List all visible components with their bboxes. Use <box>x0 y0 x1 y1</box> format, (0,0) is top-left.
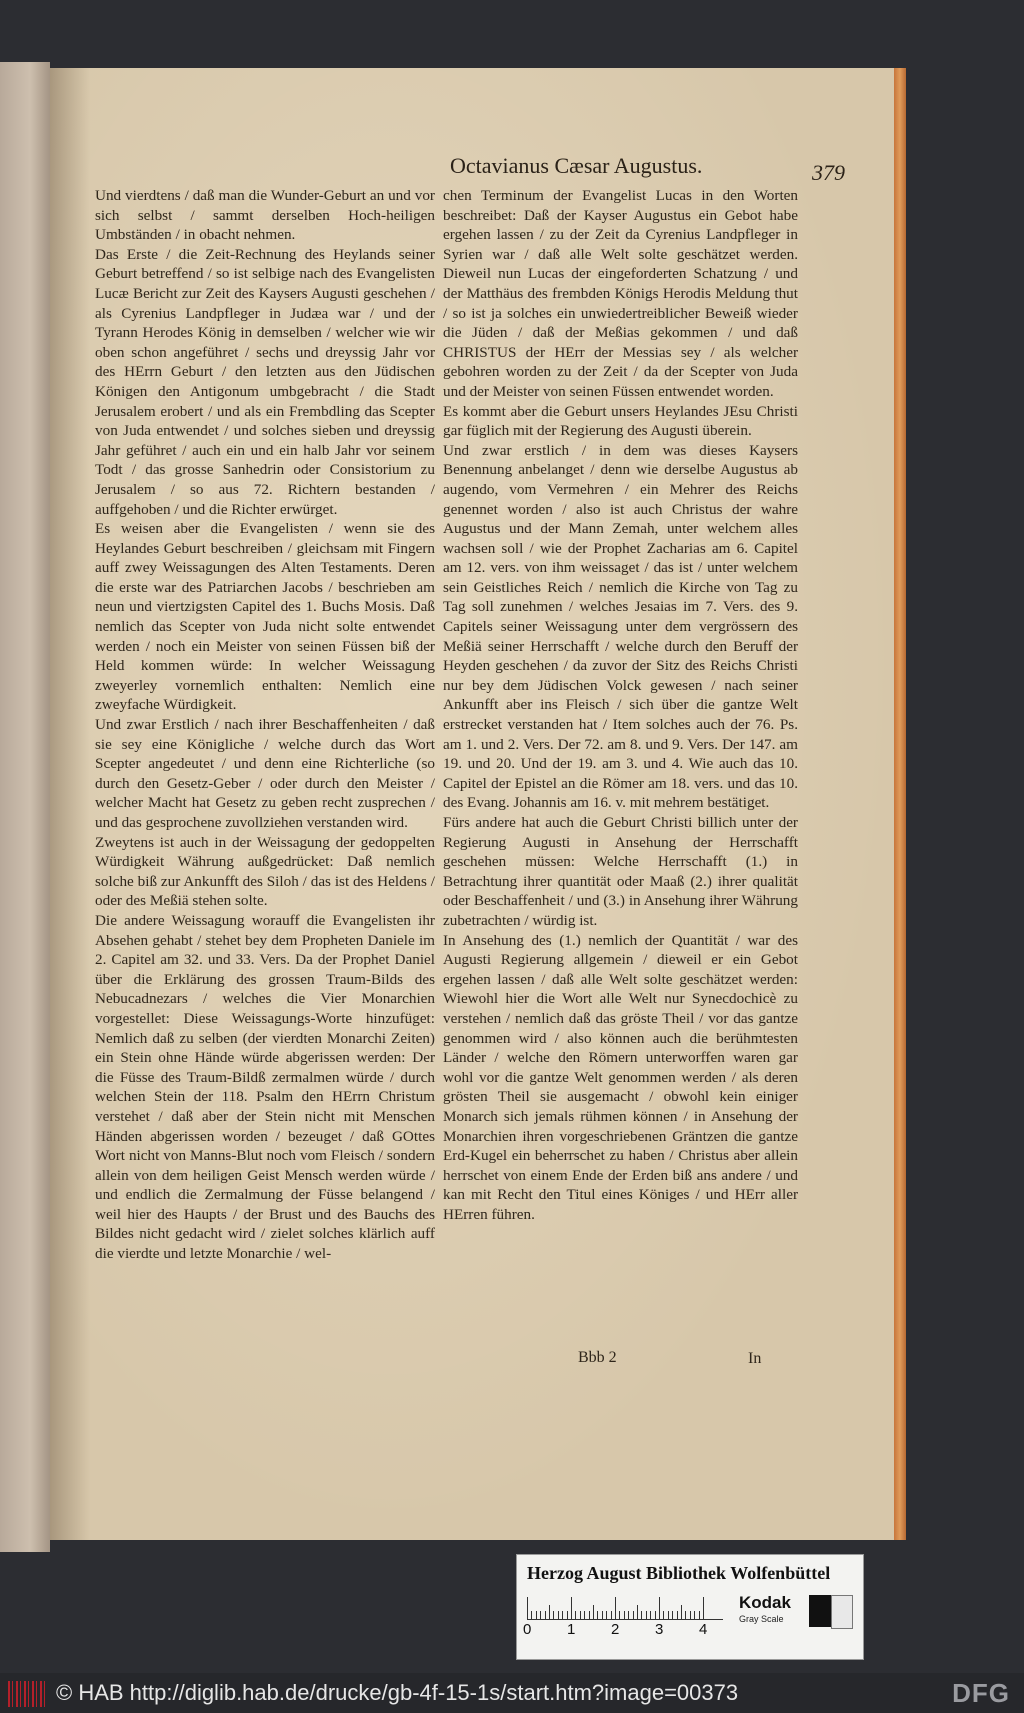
facing-page-edge <box>0 62 50 1552</box>
ruler-tick <box>575 1611 576 1619</box>
paragraph: Und vierdtens / daß man die Wunder-Geburt an und vor sich selbst / sammt derselben Hoch-heiligen Umbständen / in obacht nehmen. <box>95 187 435 244</box>
paragraph: In Ansehung des (1.) nemlich der Quantität / war des Augusti Regierung allgemein / dieweil er ein Gebot ergehen lassen / daß alle Welt solte geschätzet werden: Wiewohl hier die Wort alle Welt nur Synecdochicè zu verstehen / nemlich daß das gröste Theil / vor das gantze genommen wird / also können auch die berühmtesten Länder / welche den Römern unterworffen waren gar wohl vor die gantze Welt genommen werden / als deren grösten Theil sie ausgemacht / obwohl kein einiger Monarch sich jemals rühmen können / in Ansehung der Monarchien ihren vorgeschriebenen Gräntzen die gantze Erd-Kugel ein beherrschet zu haben / Christus aber allein herrschet von einem Ende der Erden biß ans andere / und kan mit Recht den Titul eines Königes / und HErr aller HErren führen. <box>443 931 798 1223</box>
ruler-tick <box>628 1611 629 1619</box>
ruler-tick <box>584 1611 585 1619</box>
ruler-tick <box>663 1611 664 1619</box>
ruler-tick <box>571 1597 572 1619</box>
catchword: In <box>748 1350 762 1367</box>
ruler-tick <box>677 1611 678 1619</box>
scale-label: 1 <box>567 1621 576 1638</box>
ruler-tick <box>589 1611 590 1619</box>
ruler-tick <box>703 1597 704 1619</box>
ruler-tick <box>615 1597 616 1619</box>
scale-ruler <box>527 1591 723 1620</box>
ruler-tick <box>553 1611 554 1619</box>
ruler-tick <box>624 1611 625 1619</box>
ruler-tick <box>633 1611 634 1619</box>
ruler-tick <box>655 1611 656 1619</box>
ruler-tick <box>540 1611 541 1619</box>
signature-mark: Bbb 2 <box>578 1349 617 1366</box>
paragraph: chen Terminum der Evangelist Lucas in den Worten beschreibet: Daß der Kayser Augustus ein Gebot habe ergehen lassen / zu der Zeit da Cyrenius Landpfleger in Syrien war / daß alle Welt solte geschätzet werden. Dieweil nun Lucas der eingeforderten Schatzung / und der Matthäus des frembden Königs Herodis Meldung thut / so ist ja solches ein unwiedertreiblicher Beweiß wieder die Jüden / daß der Meßias gekommen / und daß CHRISTUS der HErr der Messias sey / als welcher gebohren worden zu der Zeit / da der Scepter von Juda und der Meister von seinen Füssen entwendet worden. <box>443 187 798 400</box>
ruler-tick <box>619 1611 620 1619</box>
ruler-tick <box>602 1611 603 1619</box>
ruler-tick <box>531 1611 532 1619</box>
scale-label: 3 <box>655 1621 664 1638</box>
running-header: Octavianus Cæsar Augustus. <box>450 153 703 178</box>
left-column <box>95 186 435 1264</box>
ruler-tick <box>567 1611 568 1619</box>
scale-label: 4 <box>699 1621 708 1638</box>
paragraph: Fürs andere hat auch die Geburt Christi billich unter der Regierung Augusti in Ansehung der Herrschafft geschehen müssen: Welche Herrschafft (1.) in Betrachtung ihrer quantität oder Maaß (2.) ihrer qualität oder Beschaffenheit / und (3.) in Ansehung ihrer Währung zubetrachten / würdig ist. <box>443 814 798 929</box>
ruler-tick <box>611 1611 612 1619</box>
ruler-tick <box>597 1611 598 1619</box>
ruler-tick <box>699 1611 700 1619</box>
paragraph: Und zwar Erstlich / nach ihrer Beschaffenheiten / daß sie sey eine Königliche / welche durch das Wort Scepter angedeutet / und denn eine Richterliche (so durch den Gesetz-Geber / oder durch den Meister / welcher Macht hat Gesetz zu geben recht zusprechen / und das gesprochene zuvollziehen verstanden wird. <box>95 716 435 831</box>
ruler-tick <box>681 1605 682 1619</box>
scale-label: 2 <box>611 1621 620 1638</box>
white-patch <box>831 1595 853 1629</box>
color-calibration-card <box>516 1554 864 1660</box>
paragraph: Das Erste / die Zeit-Rechnung des Heylands seiner Geburt betreffend / so ist selbige nach des Evangelisten Lucæ Bericht zur Zeit des Kaysers Augusti geschehen / als Cyrenius Landpfleger in Judæa war / und der Tyrann Herodes König in demselben / welcher wie wir oben schon angeführet / sechs und dreyssig Jahr vor des HErrn Geburt / den letzten aus den Jüdischen Königen den Antigonum umbgebracht / die Stadt Jerusalem erobert / und als ein Frembdling das Scepter von Juda entwendet / und solches sieben und dreyssig Jahr geführet / auch ein und ein halb Jahr vor seinem Todt / das grosse Sanhedrin oder Consistorium zu Jerusalem / so aus 72. Richtern bestanden / auffgehoben / und die Richter erwürget. <box>95 245 435 518</box>
page-number: 379 <box>812 160 845 185</box>
hab-logo-icon <box>8 1681 46 1707</box>
ruler-tick <box>558 1611 559 1619</box>
ruler-tick <box>549 1605 550 1619</box>
paragraph: Die andere Weissagung worauff die Evangelisten ihr Absehen gehabt / stehet bey dem Propheten Daniele im 2. Capitel am 32. und 33. Vers. Da der Prophet Daniel über die Erklärung des grossen Traum-Bilds des Nebucadnezars / welches die Vier Monarchien vorgestellet: Diese Weissagungs-Worte hinzufüget: Nemlich daß zu selben (der vierdten Monarchi Zeiten) ein Stein ohne Hände würde abgerissen werden: Der die Füsse des Traum-Bildß zermalmen würde / durch welchen Stein der 118. Psalm den HErrn Christum verstehet / daß aber der Stein nicht mit Menschen Händen abgerissen worden / bezeuget / daß GOttes Wort nicht von Manns-Blut noch vom Fleisch / sondern allein von dem heiligen Geist Mensch werden würde / und endlich die Zermalmung der Füsse belangend / weil hier des Haupts / der Brust und des Bauchs des Bildes nicht gedacht wird / zielet solches klärlich auff die vierdte und letzte Monarchie / wel- <box>95 911 435 1263</box>
ruler-tick <box>637 1605 638 1619</box>
grayscale-label: Gray Scale <box>739 1614 784 1624</box>
paragraph: Es kommt aber die Geburt unsers Heylandes JEsu Christi gar füglich mit der Regierung des Augusti überein. <box>443 402 798 440</box>
black-patch <box>809 1595 831 1627</box>
gutter-shadow <box>50 68 90 1540</box>
library-name: Herzog August Bibliothek Wolfenbüttel <box>527 1563 831 1583</box>
ruler-tick <box>659 1597 660 1619</box>
ruler-tick <box>690 1611 691 1619</box>
ruler-tick <box>685 1611 686 1619</box>
page-edge <box>894 68 906 1540</box>
ruler-tick <box>593 1605 594 1619</box>
ruler-tick <box>646 1611 647 1619</box>
ruler-tick <box>694 1611 695 1619</box>
ruler-tick <box>545 1611 546 1619</box>
dfg-logo: DFG <box>952 1678 1010 1708</box>
copyright-url[interactable]: © HAB http://diglib.hab.de/drucke/gb-4f-15-1s/start.htm?image=00373 <box>56 1680 739 1705</box>
paragraph: Es weisen aber die Evangelisten / wenn sie des Heylandes Geburt beschreiben / gleichsam mit Fingern auff zwey Weissagungen des Alten Testaments. Deren die erste war des Patriarchen Jacobs / beschrieben am neun und viertzigsten Capitel des 1. Buchs Mosis. Daß nemlich das Scepter von Juda nicht solte entwendet werden / noch ein Meister von seinen Füssen biß der Held kommen würde: In welcher Weissagung zweyerley vornemlich enthalten: Nemlich eine zweyfache Würdigkeit. <box>95 520 435 714</box>
ruler-tick <box>536 1611 537 1619</box>
ruler-tick <box>672 1611 673 1619</box>
scale-label: 0 <box>523 1621 532 1638</box>
paragraph: Und zwar erstlich / in dem was dieses Kaysers Benennung anbelanget / denn wie derselbe Augustus ab augendo, vom Vermehren / ein Mehrer des Reichs genennet worden / also ist auch Christus der wahre Augustus und der Mann Zemah, unter welchem alles wachsen soll / wie der Prophet Zacharias am 6. Capitel am 12. vers. von ihm weissaget / das ist / unter welchem sein Geistliches Reich / nemlich die Kirche von Tag zu Tag soll zunehmen / welches Jesaias im 7. Vers. des 9. Capitels seiner Weissagung unter dem vergrössern des Meßiä seiner Herrschafft / welche durch den Beruff der Heyden geschehen / da zuvor der Sitz des Reichs Christi nur bey dem Jüdischen Volck gewesen / nach seiner Ankunfft aber ins Fleisch / sich über die gantze Welt erstrecket verstanden hat / Item solches auch der 76. Ps. am 1. und 2. Vers. Der 72. am 8. und 9. Vers. Der 147. am 19. und 20. Und der 19. am 3. und 4. Wie auch das 10. Capitel der Epistel an die Römer am 18. vers. und das 10. des Evang. Johannis am 16. v. mit mehrem bestätiget. <box>443 441 798 812</box>
ruler-tick <box>641 1611 642 1619</box>
ruler-tick <box>606 1611 607 1619</box>
right-column <box>443 186 798 1224</box>
ruler-tick <box>580 1611 581 1619</box>
ruler-tick <box>668 1611 669 1619</box>
ruler-tick <box>562 1611 563 1619</box>
kodak-logo: Kodak <box>739 1593 791 1612</box>
footer-bar <box>0 1673 1024 1713</box>
paragraph: Zweytens ist auch in der Weissagung der gedoppelten Würdigkeit Währung außgedrücket: Daß nemlich solche biß zur Ankunfft des Siloh / das ist des Heldens / oder des Meßiä stehen solte. <box>95 833 435 910</box>
ruler-tick <box>650 1611 651 1619</box>
ruler-tick <box>527 1597 528 1619</box>
